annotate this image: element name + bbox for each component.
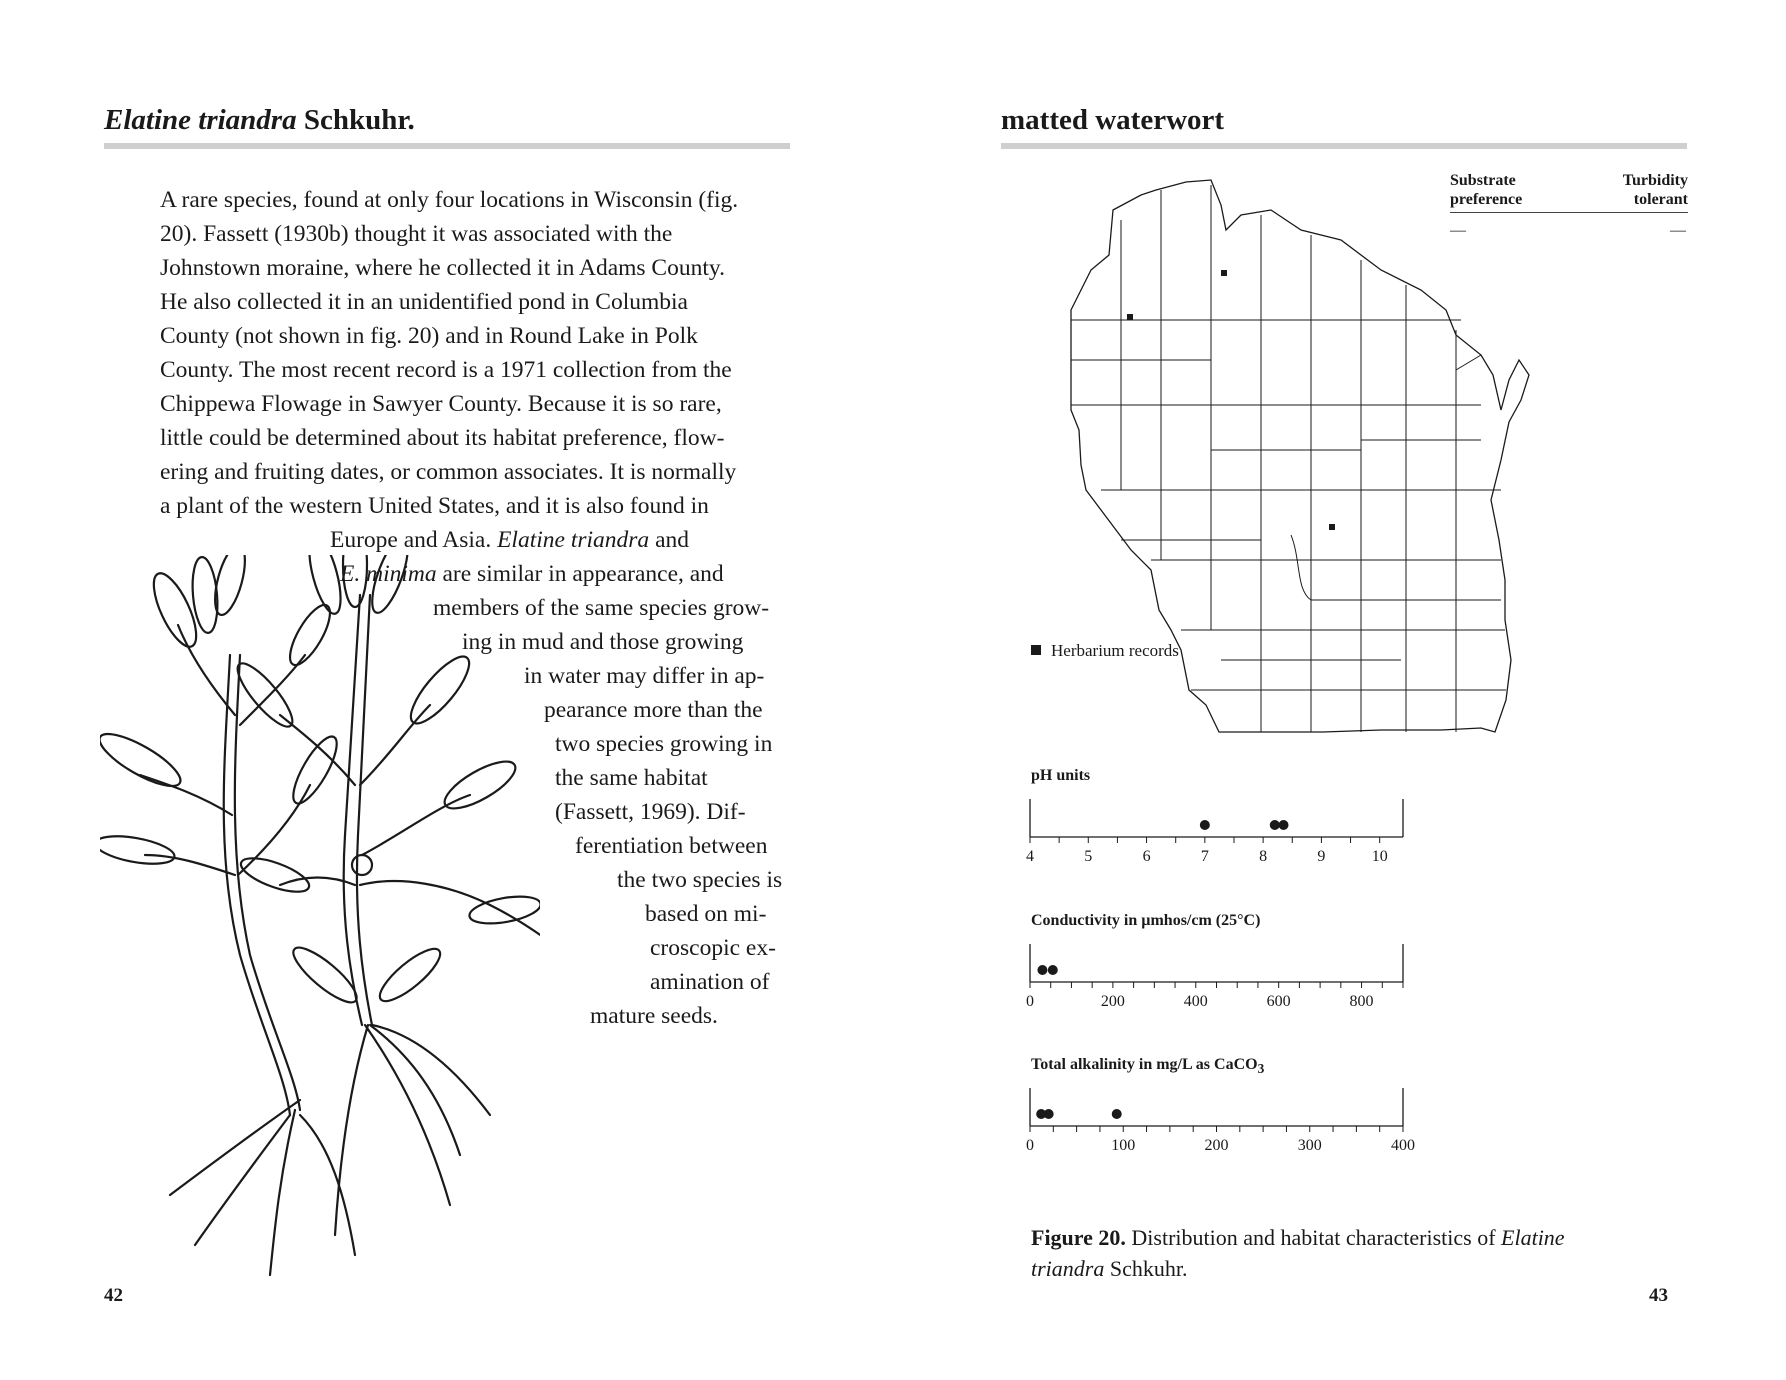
substrate-label-line: preference xyxy=(1450,191,1523,208)
plant-illustration xyxy=(100,555,540,1285)
tick-label: 8 xyxy=(1259,848,1268,865)
right-page xyxy=(893,0,1786,1380)
alkalinity-chart xyxy=(1018,1084,1418,1154)
turbidity-tolerant-label xyxy=(1573,171,1688,209)
tick-label: 7 xyxy=(1200,848,1209,865)
tick-label: 200 xyxy=(1100,993,1125,1010)
conductivity-chart-title: Conductivity in µmhos/cm (25°C) xyxy=(1031,912,1261,929)
body-text-span: Europe and Asia. xyxy=(330,527,498,553)
turbidity-label-line: tolerant xyxy=(1633,191,1688,208)
body-line: County. The most recent record is a 1971 collection from the xyxy=(160,357,732,383)
body-text-span: and xyxy=(649,527,689,553)
data-point xyxy=(1270,820,1280,830)
legend-square-icon xyxy=(1031,645,1041,655)
tick-label: 800 xyxy=(1349,993,1374,1010)
alkalinity-title-subscript: 3 xyxy=(1257,1061,1265,1077)
tick-label: 600 xyxy=(1266,993,1291,1010)
body-line: little could be determined about its habitat preference, flow- xyxy=(160,425,725,451)
body-line: ing in mud and those growing xyxy=(462,629,744,655)
substrate-value: — xyxy=(1450,222,1466,239)
body-line: Johnstown moraine, where he collected it in Adams County. xyxy=(160,255,725,281)
turbidity-label-line: Turbidity xyxy=(1622,172,1688,189)
body-line: 20). Fassett (1930b) thought it was associated with the xyxy=(160,221,673,247)
tick-label: 200 xyxy=(1204,1137,1229,1154)
caption-text: Schkuhr. xyxy=(1104,1256,1188,1281)
substrate-preference-label xyxy=(1450,171,1522,209)
body-line-wrap xyxy=(330,523,689,557)
alkalinity-chart-title xyxy=(1031,1056,1264,1077)
left-running-head xyxy=(104,104,790,149)
data-point xyxy=(1279,820,1289,830)
tick-label: 400 xyxy=(1391,1137,1415,1154)
caption-italic: Elatine xyxy=(1501,1225,1565,1250)
tick-label: 0 xyxy=(1026,993,1034,1010)
map-legend xyxy=(1031,641,1179,661)
data-point xyxy=(1200,820,1210,830)
caption-text: Distribution and habitat characteristics of xyxy=(1125,1225,1502,1250)
body-line: the two species is xyxy=(617,867,783,893)
conductivity-chart xyxy=(1018,940,1418,1010)
body-line: a plant of the western United States, and it is also found in xyxy=(160,493,709,519)
ph-chart xyxy=(1018,795,1418,865)
data-point xyxy=(1044,1109,1054,1119)
right-running-head: matted waterwort xyxy=(1001,104,1687,149)
body-line: the same habitat xyxy=(555,765,708,791)
body-italic-span: Elatine triandra xyxy=(497,527,650,553)
body-line: members of the same species grow- xyxy=(433,595,770,621)
page-number-left: 42 xyxy=(104,1285,123,1306)
data-point xyxy=(1037,965,1047,975)
caption-italic: triandra xyxy=(1031,1256,1105,1281)
ph-chart-title: pH units xyxy=(1031,767,1091,784)
body-line: amination of xyxy=(650,969,770,995)
body-line: croscopic ex- xyxy=(650,935,776,961)
tick-label: 100 xyxy=(1111,1137,1136,1154)
tick-label: 400 xyxy=(1183,993,1208,1010)
body-line: ering and fruiting dates, or common associates. It is normally xyxy=(160,459,737,485)
body-line: A rare species, found at only four locations in Wisconsin (fig. xyxy=(160,187,739,213)
header-species-name: Elatine triandra xyxy=(104,104,297,136)
tick-label: 10 xyxy=(1371,848,1388,865)
caption-figure-number: Figure 20. xyxy=(1031,1225,1126,1250)
page-number-right: 43 xyxy=(1649,1285,1668,1306)
substrate-rule xyxy=(1450,212,1688,213)
data-point xyxy=(1048,965,1058,975)
body-line: Chippewa Flowage in Sawyer County. Because it is so rare, xyxy=(160,391,722,417)
body-italic-span: E. minima xyxy=(340,561,437,587)
figure-caption xyxy=(1031,1222,1631,1284)
body-line: He also collected it in an unidentified pond in Columbia xyxy=(160,289,688,315)
tick-label: 5 xyxy=(1084,848,1093,865)
body-line: pearance more than the xyxy=(544,697,763,723)
body-line: two species growing in xyxy=(555,731,773,757)
tick-label: 6 xyxy=(1142,848,1151,865)
tick-label: 4 xyxy=(1026,848,1034,865)
tick-label: 9 xyxy=(1317,848,1326,865)
map-legend-label: Herbarium records xyxy=(1051,641,1179,660)
data-point xyxy=(1112,1109,1122,1119)
body-text-span: are similar in appearance, and xyxy=(436,561,724,587)
body-line: (Fassett, 1969). Dif- xyxy=(555,799,746,825)
substrate-label-line: Substrate xyxy=(1450,172,1516,189)
body-line: mature seeds. xyxy=(590,1003,718,1029)
turbidity-value: — xyxy=(1670,222,1686,239)
tick-label: 0 xyxy=(1026,1137,1034,1154)
body-line: ferentiation between xyxy=(575,833,768,859)
tick-label: 300 xyxy=(1297,1137,1322,1154)
body-line: based on mi- xyxy=(645,901,767,927)
header-author: Schkuhr. xyxy=(296,104,415,136)
alkalinity-title-text: Total alkalinity in mg/L as CaCO xyxy=(1031,1056,1258,1073)
body-line: County (not shown in fig. 20) and in Round Lake in Polk xyxy=(160,323,698,349)
body-line: in water may differ in ap- xyxy=(524,663,765,689)
wisconsin-county-map xyxy=(1061,160,1541,760)
